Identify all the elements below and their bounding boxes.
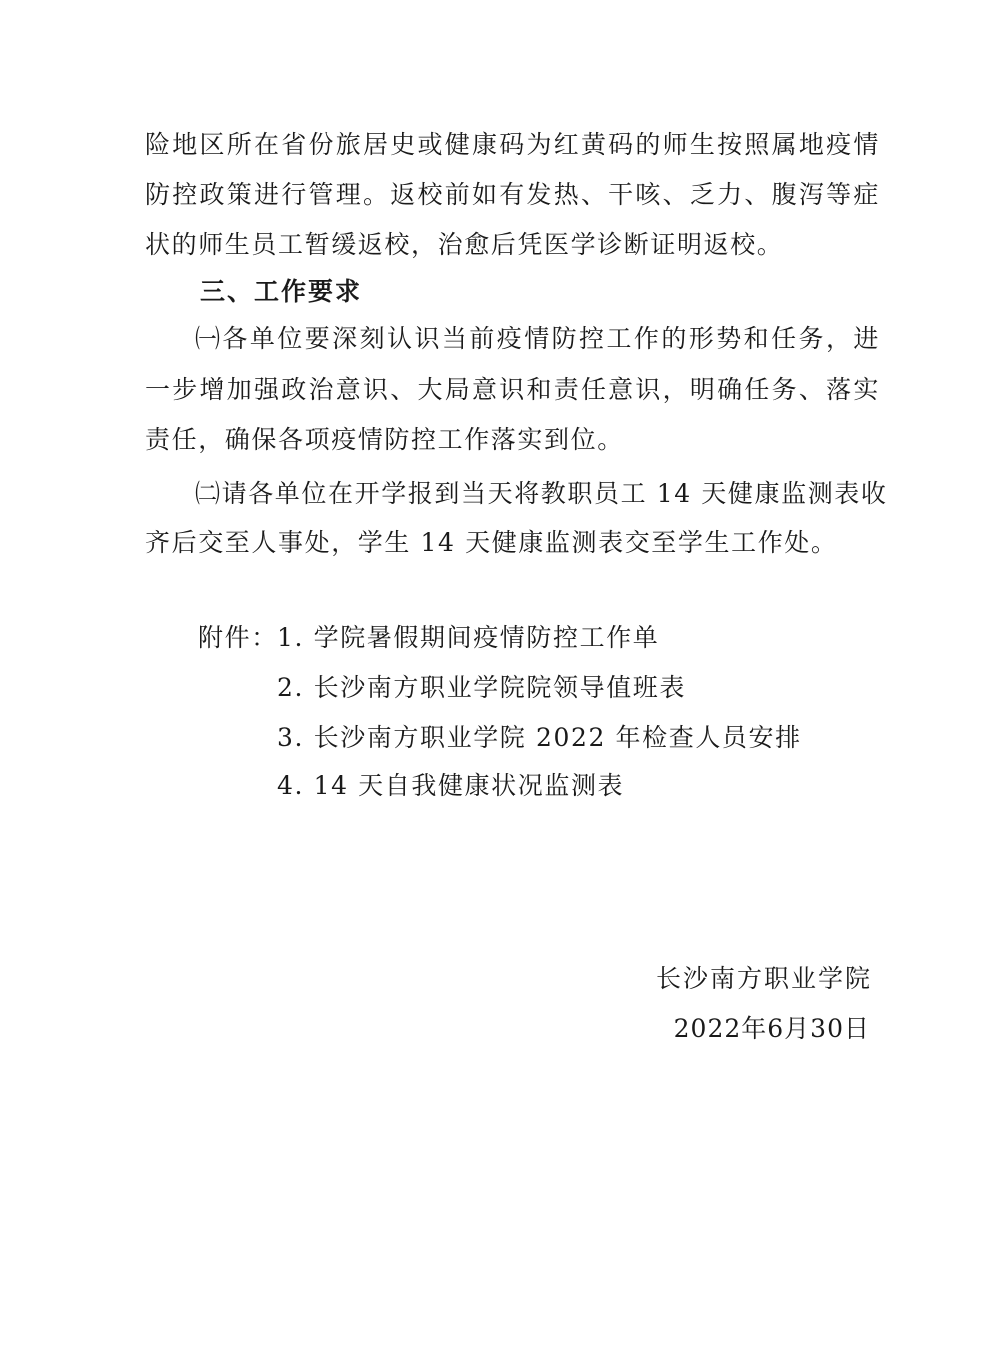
paragraph-line: ㈠各单位要深刻认识当前疫情防控工作的形势和任务，进 (195, 324, 880, 353)
paragraph-line: 齐后交至人事处，学生 14 天健康监测表交至学生工作处。 (145, 528, 838, 557)
signature-date: 2022年6月30日 (673, 1014, 870, 1043)
attachments-label: 附件： (198, 623, 278, 652)
attachment-item: 2. 长沙南方职业学院院领导值班表 (277, 673, 687, 702)
attachment-item: 1. 学院暑假期间疫情防控工作单 (277, 623, 660, 652)
paragraph-line: 状的师生员工暂缓返校，治愈后凭医学诊断证明返校。 (145, 230, 784, 259)
paragraph-line: 一步增加强政治意识、大局意识和责任意识，明确任务、落实 (145, 375, 880, 404)
paragraph-line: 责任，确保各项疫情防控工作落实到位。 (145, 425, 624, 454)
paragraph-line: ㈡请各单位在开学报到当天将教职员工 14 天健康监测表收 (195, 479, 888, 508)
paragraph-line: 防控政策进行管理。返校前如有发热、干咳、乏力、腹泻等症 (145, 180, 880, 209)
attachment-item: 3. 长沙南方职业学院 2022 年检查人员安排 (277, 723, 802, 752)
section-heading: 三、工作要求 (200, 277, 363, 306)
attachment-item: 4. 14 天自我健康状况监测表 (277, 771, 625, 800)
signature-organization: 长沙南方职业学院 (655, 964, 872, 993)
paragraph-line: 险地区所在省份旅居史或健康码为红黄码的师生按照属地疫情 (145, 130, 880, 159)
